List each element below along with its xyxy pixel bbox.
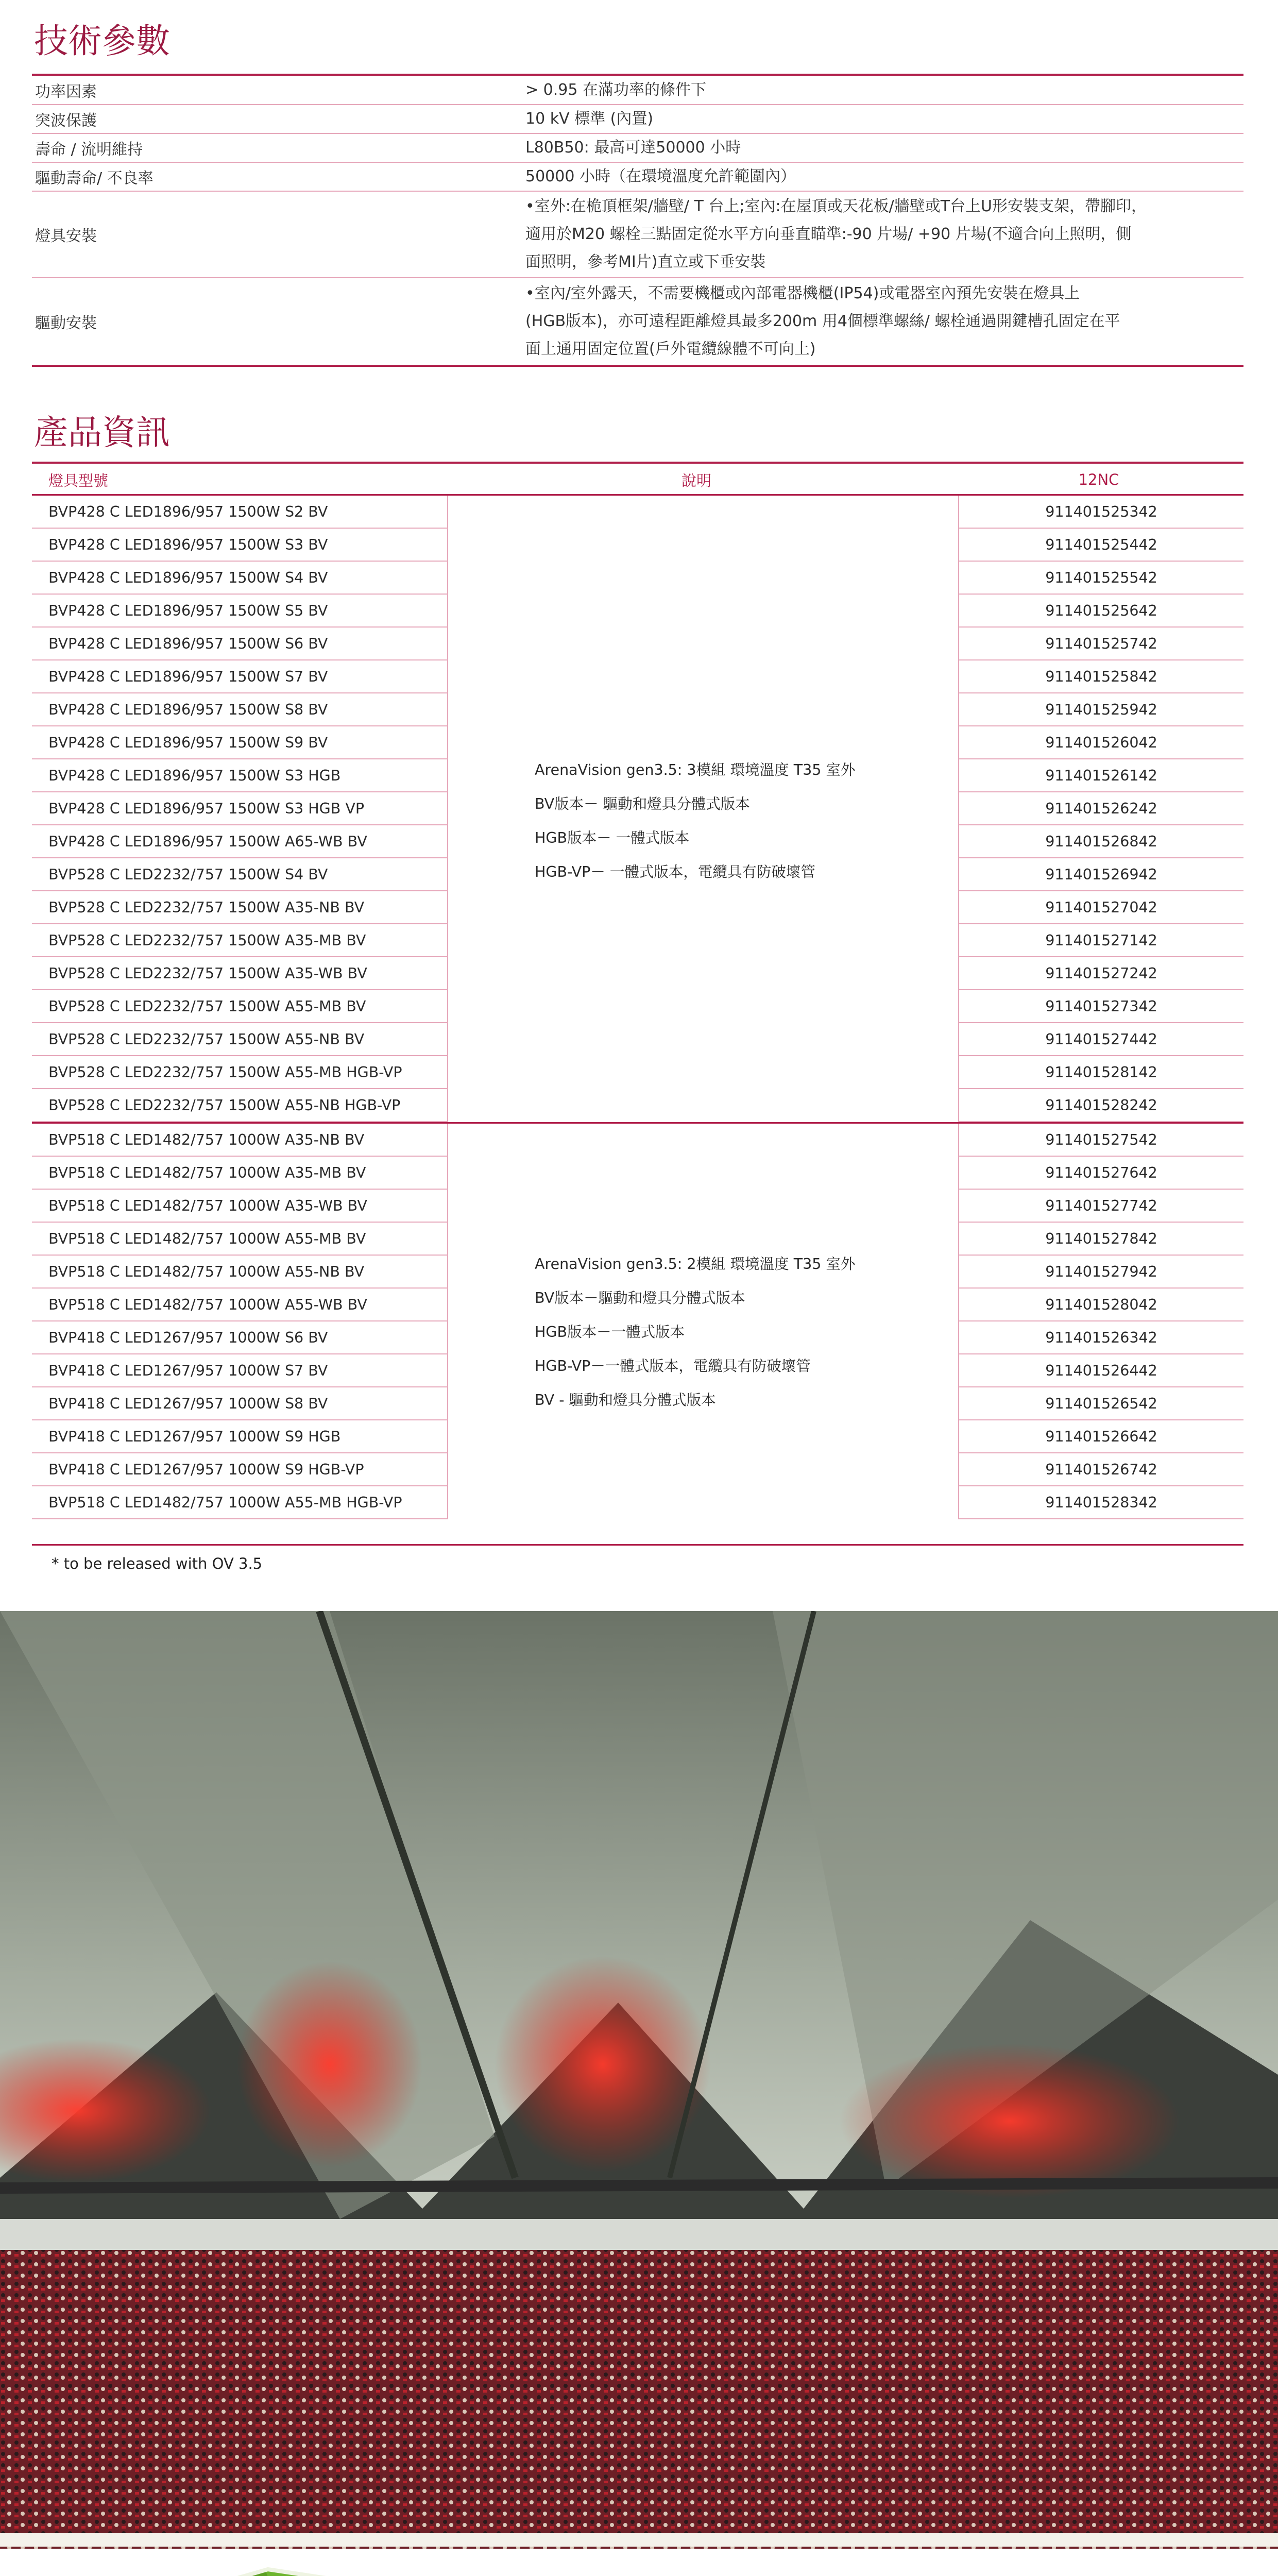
nc-cell: 911401528242 — [959, 1089, 1243, 1122]
nc-cell: 911401526442 — [959, 1354, 1243, 1387]
spec-value-line: 面照明，參考MI片)直立或下垂安裝 — [525, 253, 766, 271]
description-line: BV版本－ 驅動和燈具分體式版本 — [535, 795, 750, 812]
nc-cell: 911401526842 — [959, 825, 1243, 858]
spec-row — [32, 76, 1243, 105]
model-cell: BVP518 C LED1482/757 1000W A55-WB BV — [32, 1289, 447, 1321]
nc-cell: 911401528342 — [959, 1486, 1243, 1519]
model-cell: BVP528 C LED2232/757 1500W A35-WB BV — [32, 957, 447, 990]
model-cell: BVP518 C LED1482/757 1000W A35-NB BV — [32, 1124, 447, 1157]
description-line: HGB-VP－ 一體式版本，電纜具有防破壞管 — [535, 863, 815, 880]
description-line: HGB版本－ 一體式版本 — [535, 829, 690, 846]
spec-value-line: (HGB版本)，亦可遠程距離燈具最多200m 用4個標準螺絲/ 螺栓通過開鍵槽孔固定在平 — [525, 312, 1120, 330]
model-cell: BVP428 C LED1896/957 1500W S9 BV — [32, 726, 447, 759]
nc-cell: 911401527942 — [959, 1256, 1243, 1289]
nc-cell: 911401526942 — [959, 858, 1243, 891]
nc-cell: 911401527542 — [959, 1124, 1243, 1157]
nc-cell: 911401527042 — [959, 891, 1243, 924]
product-group-3module — [32, 496, 1243, 1122]
footnote: * to be released with OV 3.5 — [52, 1555, 263, 1572]
description-lines — [535, 753, 855, 889]
description-line: BV - 驅動和燈具分體式版本 — [535, 1392, 716, 1409]
model-cell: BVP528 C LED2232/757 1500W A55-MB HGB-VP — [32, 1056, 447, 1089]
nc-cell: 911401525942 — [959, 693, 1243, 726]
product-table — [32, 465, 1243, 1519]
model-cell: BVP528 C LED2232/757 1500W A35-MB BV — [32, 924, 447, 957]
nc-cell: 911401525542 — [959, 562, 1243, 595]
nc-cell: 911401527142 — [959, 924, 1243, 957]
model-cell: BVP428 C LED1896/957 1500W S3 HGB VP — [32, 792, 447, 825]
table-bottom-rule — [32, 1544, 1243, 1546]
model-cell: BVP518 C LED1482/757 1000W A35-MB BV — [32, 1157, 447, 1190]
spec-label: 驅動安裝 — [35, 314, 97, 332]
model-cell: BVP528 C LED2232/757 1500W A55-NB HGB-VP — [32, 1089, 447, 1122]
spec-label: 燈具安裝 — [35, 227, 97, 245]
nc-cell: 911401525842 — [959, 660, 1243, 693]
spec-row — [32, 278, 1243, 367]
nc-cell: 911401527842 — [959, 1223, 1243, 1256]
nc-cell: 911401527442 — [959, 1023, 1243, 1056]
model-cell: BVP418 C LED1267/957 1000W S9 HGB-VP — [32, 1453, 447, 1486]
tech-spec-table — [32, 76, 1243, 367]
spec-value-line: •室內/室外露天，不需要機櫃或內部電器機櫃(IP54)或電器室內預先安裝在燈具上 — [525, 284, 1080, 302]
model-cell: BVP518 C LED1482/757 1000W A35-WB BV — [32, 1190, 447, 1223]
nc-cell: 911401526642 — [959, 1420, 1243, 1453]
header-12nc: 12NC — [1078, 471, 1119, 488]
model-cell: BVP428 C LED1896/957 1500W S6 BV — [32, 628, 447, 660]
nc-cell: 911401526242 — [959, 792, 1243, 825]
model-cell: BVP518 C LED1482/757 1000W A55-NB BV — [32, 1256, 447, 1289]
product-section-title: 產品資訊 — [34, 413, 170, 452]
product-group-2module — [32, 1122, 1243, 1519]
description-line: BV版本－驅動和燈具分體式版本 — [535, 1290, 745, 1307]
model-cell: BVP428 C LED1896/957 1500W A65-WB BV — [32, 825, 447, 858]
spec-label: 驅動壽命/ 不良率 — [35, 170, 154, 188]
nc-column — [959, 1124, 1243, 1519]
spec-value-line: •室外:在桅頂框架/牆壁/ T 台上;室內:在屋頂或天花板/牆壁或T台上U形安裝支架，帶腳印， — [525, 197, 1147, 215]
nc-cell: 911401526742 — [959, 1453, 1243, 1486]
spec-value-line: 面上通用固定位置(戶外電纜線體不可向上) — [525, 340, 816, 358]
model-cell: BVP428 C LED1896/957 1500W S3 BV — [32, 529, 447, 562]
nc-cell: 911401525742 — [959, 628, 1243, 660]
stadium-photo — [0, 1611, 1278, 2576]
spec-label: 壽命 / 流明維持 — [35, 141, 143, 159]
spec-row — [32, 192, 1243, 278]
spec-row — [32, 163, 1243, 192]
spec-label: 功率因素 — [35, 83, 97, 101]
nc-cell: 911401527742 — [959, 1190, 1243, 1223]
tech-title-rule — [32, 74, 1243, 76]
spec-value: L80B50: 最高可達50000 小時 — [525, 139, 741, 157]
nc-cell: 911401526342 — [959, 1321, 1243, 1354]
spec-value: > 0.95 在滿功率的條件下 — [525, 81, 707, 99]
model-cell: BVP428 C LED1896/957 1500W S8 BV — [32, 693, 447, 726]
nc-cell: 911401525442 — [959, 529, 1243, 562]
nc-cell: 911401526542 — [959, 1387, 1243, 1420]
description-line: HGB版本－一體式版本 — [535, 1324, 685, 1341]
model-cell: BVP418 C LED1267/957 1000W S9 HGB — [32, 1420, 447, 1453]
nc-cell: 911401526142 — [959, 759, 1243, 792]
model-column — [32, 496, 447, 1122]
model-cell: BVP528 C LED2232/757 1500W A55-NB BV — [32, 1023, 447, 1056]
description-cell — [447, 496, 959, 1122]
product-table-header — [32, 465, 1243, 496]
spec-value — [525, 193, 1243, 276]
header-model: 燈具型號 — [48, 471, 109, 489]
model-column — [32, 1124, 447, 1519]
spec-row — [32, 134, 1243, 163]
header-description: 說明 — [681, 471, 711, 489]
model-cell: BVP518 C LED1482/757 1000W A55-MB HGB-VP — [32, 1486, 447, 1519]
nc-cell: 911401527242 — [959, 957, 1243, 990]
model-cell: BVP518 C LED1482/757 1000W A55-MB BV — [32, 1223, 447, 1256]
spec-value: 10 kV 標準 (內置) — [525, 110, 654, 128]
model-cell: BVP428 C LED1896/957 1500W S2 BV — [32, 496, 447, 529]
product-title-rule — [32, 462, 1243, 464]
description-lines — [535, 1247, 855, 1417]
tech-section-title: 技術參數 — [34, 21, 170, 61]
model-cell: BVP418 C LED1267/957 1000W S7 BV — [32, 1354, 447, 1387]
spec-value-line: 適用於M20 螺栓三點固定從水平方向垂直瞄準:-90 片場/ +90 片場(不適合向上照明，側 — [525, 225, 1132, 243]
description-line: HGB-VP－一體式版本，電纜具有防破壞管 — [535, 1358, 811, 1375]
model-cell: BVP528 C LED2232/757 1500W A35-NB BV — [32, 891, 447, 924]
description-line: ArenaVision gen3.5: 2模組 環境溫度 T35 室外 — [535, 1256, 856, 1273]
model-cell: BVP428 C LED1896/957 1500W S5 BV — [32, 595, 447, 628]
description-cell — [447, 1124, 959, 1519]
nc-cell: 911401526042 — [959, 726, 1243, 759]
nc-column — [959, 496, 1243, 1122]
model-cell: BVP418 C LED1267/957 1000W S8 BV — [32, 1387, 447, 1420]
spec-label: 突波保護 — [35, 112, 97, 130]
nc-cell: 911401528142 — [959, 1056, 1243, 1089]
nc-cell: 911401525642 — [959, 595, 1243, 628]
model-cell: BVP428 C LED1896/957 1500W S7 BV — [32, 660, 447, 693]
model-cell: BVP528 C LED2232/757 1500W A55-MB BV — [32, 990, 447, 1023]
nc-cell: 911401528042 — [959, 1289, 1243, 1321]
model-cell: BVP428 C LED1896/957 1500W S3 HGB — [32, 759, 447, 792]
spec-row — [32, 105, 1243, 134]
nc-cell: 911401527642 — [959, 1157, 1243, 1190]
spec-value: 50000 小時（在環境溫度允許範圍內） — [525, 167, 796, 185]
nc-cell: 911401525342 — [959, 496, 1243, 529]
nc-cell: 911401527342 — [959, 990, 1243, 1023]
description-line: ArenaVision gen3.5: 3模組 環境溫度 T35 室外 — [535, 761, 856, 778]
model-cell: BVP428 C LED1896/957 1500W S4 BV — [32, 562, 447, 595]
model-cell: BVP418 C LED1267/957 1000W S6 BV — [32, 1321, 447, 1354]
model-cell: BVP528 C LED2232/757 1500W S4 BV — [32, 858, 447, 891]
spec-value — [525, 280, 1243, 363]
